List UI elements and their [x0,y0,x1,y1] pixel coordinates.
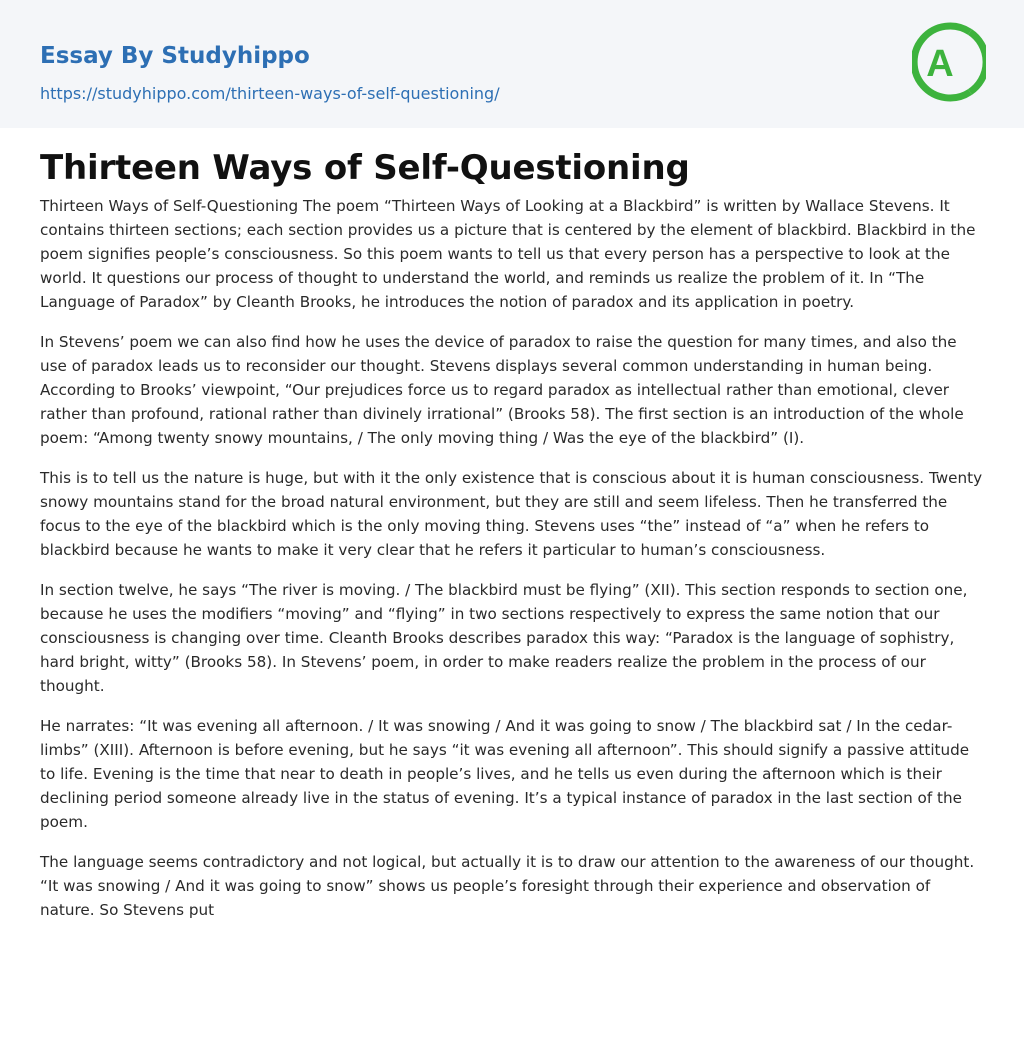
essay-paragraph: The language seems contradictory and not logical, but actually it is to draw our attention to the awareness of our thought. “It was snowing / And it was going to snow” shows us people’s foresight through their experience and observation of nature. So Stevens put [40,853,975,919]
essay-paragraph: He narrates: “It was evening all afternoon. / It was snowing / And it was going to snow / The blackbird sat / In the cedar-limbs” (XIII). Afternoon is before evening, but he says “it was evening all afternoon”. This should signify a passive attitude to life. Evening is the time that near to death in people’s lives, and he tells us even during the afternoon which is their declining period someone already live in the status of evening. It’s a typical instance of paradox in the last section of the poem. [40,717,970,831]
essay-article [40,144,984,938]
studyhippo-logo-icon[interactable] [912,18,986,106]
essay-paragraph: In section twelve, he says “The river is moving. / The blackbird must be flying” (XII). This section responds to section one, because he uses the modifiers “moving” and “flying” in two sections respectively to express the same notion that our consciousness is changing over time. Cleanth Brooks describes paradox this way: “Paradox is the language of sophistry, hard bright, witty” (Brooks 58). In Stevens’ poem, in order to make readers realize the problem in the process of our thought. [40,581,968,695]
site-header [0,0,1024,128]
brand-title[interactable]: Essay By Studyhippo [40,43,310,69]
essay-paragraph: This is to tell us the nature is huge, but with it the only existence that is conscious about it is human consciousness. Twenty snowy mountains stand for the broad natural environment, but they are still and seem lifeless. Then he transferred the focus to the eye of the blackbird which is the only moving thing. Stevens uses “the” instead of “a” when he refers to blackbird because he wants to make it very clear that he refers it particular to human’s consciousness. [40,469,983,559]
essay-title: Thirteen Ways of Self-Questioning [40,148,690,188]
essay-url-link[interactable]: https://studyhippo.com/thirteen-ways-of-self-questioning/ [40,84,500,103]
essay-paragraph: In Stevens’ poem we can also find how he uses the device of paradox to raise the question for many times, and also the use of paradox leads us to reconsider our thought. Stevens displays several common understanding in human being. According to Brooks’ viewpoint, “Our prejudices force us to regard paradox as intellectual rather than emotional, clever rather than profound, rational rather than divinely irrational” (Brooks 58). The first section is an introduction of the whole poem: “Among twenty snowy mountains, / The only moving thing / Was the eye of the blackbird” (I). [40,333,964,447]
essay-paragraph: Thirteen Ways of Self-Questioning The poem “Thirteen Ways of Looking at a Blackbird” is written by Wallace Stevens. It contains thirteen sections; each section provides us a picture that is centered by the element of blackbird. Blackbird in the poem signifies people’s consciousness. So this poem wants to tell us that every person has a perspective to look at the world. It questions our process of thought to understand the world, and reminds us realize the problem of it. In “The Language of Paradox” by Cleanth Brooks, he introduces the notion of paradox and its application in poetry. [40,197,976,311]
logo-letter: A [926,43,954,85]
